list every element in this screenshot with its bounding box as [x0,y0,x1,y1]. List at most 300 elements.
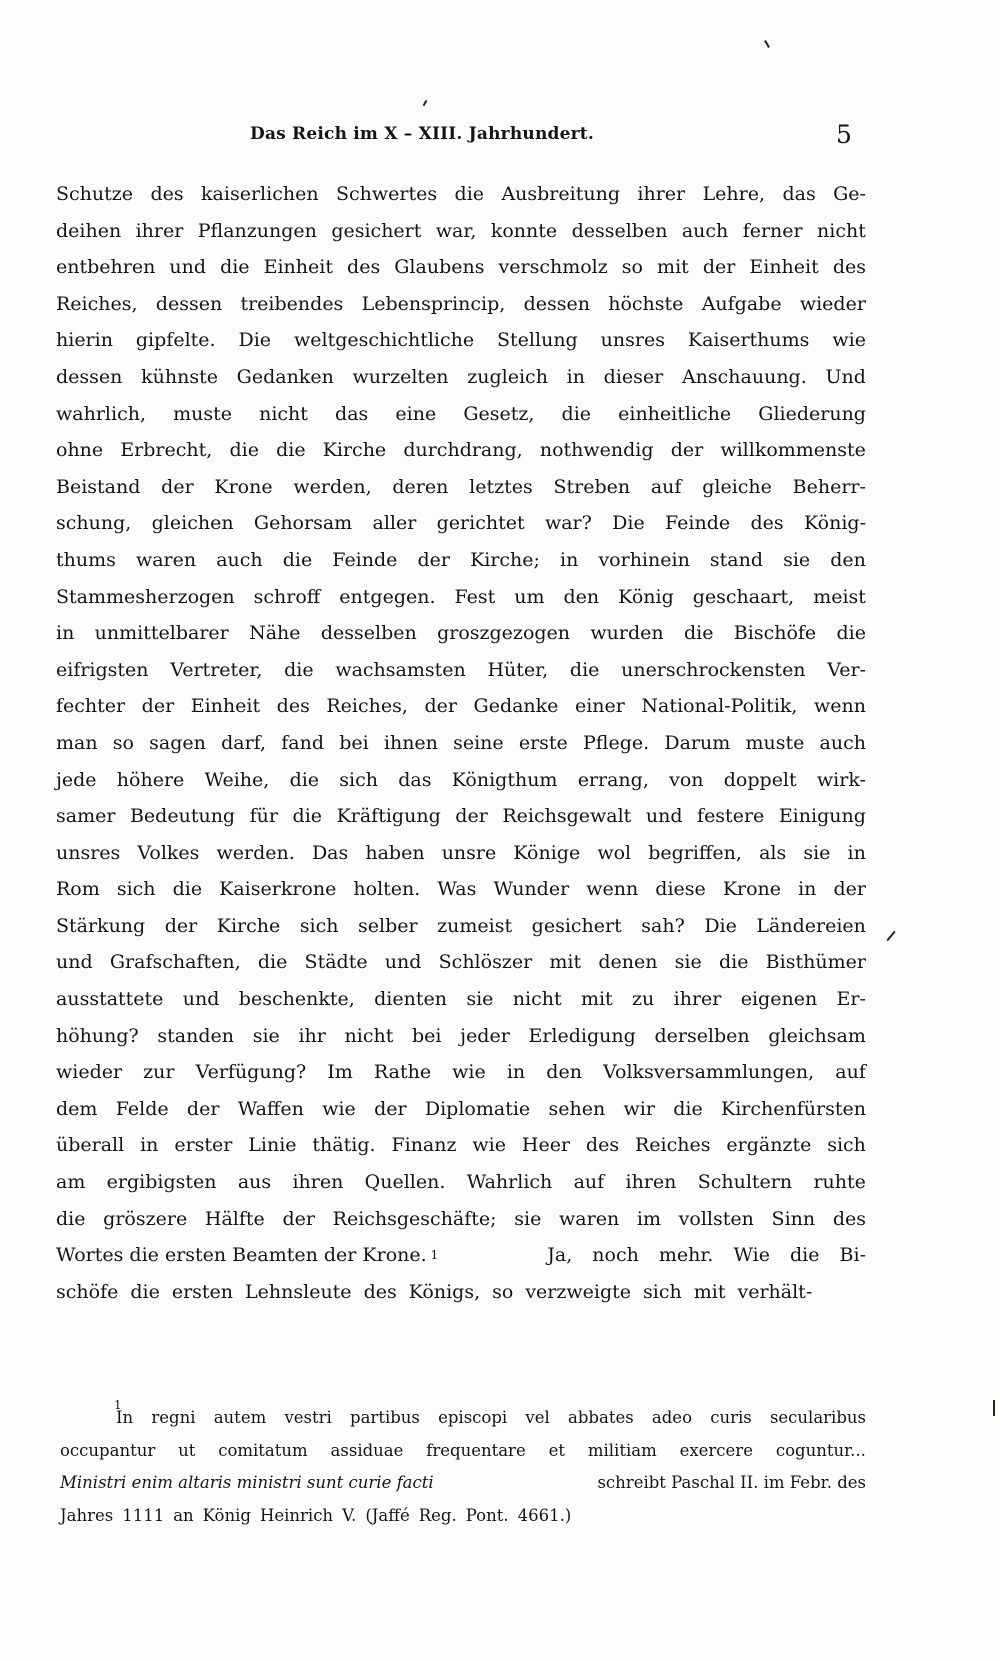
word: den [830,548,866,571]
word: willkommenste [720,439,866,462]
word: der [424,695,457,718]
word: haben [365,841,425,864]
word: Beistand [56,475,141,498]
word: war? [544,512,592,535]
word: das [398,768,432,791]
body-line [56,469,866,506]
word: Fest [454,585,496,608]
word: muste [745,731,805,754]
word: Heinrich [259,1505,334,1525]
word: Stellung [497,329,578,352]
word: auf [573,1171,605,1194]
word: gröszere [103,1207,188,1230]
word: sie [252,1024,280,1047]
word: der [455,805,488,828]
word: Im [327,1061,353,1084]
word: eifrigsten [56,658,149,681]
body-line [56,652,866,689]
word: regni [151,1408,196,1427]
word: der [417,548,450,571]
word: fechter [56,695,126,718]
word: zumeist [437,914,513,937]
scan-speck [423,100,428,106]
body-line [56,359,866,396]
word: man [56,731,98,754]
word: in [798,878,817,901]
word: die [220,256,250,279]
word: meist [813,585,866,608]
word: Diplomatie [424,1097,531,1120]
word: thätig. [312,1134,376,1157]
body-line [56,579,866,616]
word: so [112,731,134,754]
word: die [683,622,714,645]
word: Waffen [237,1097,304,1120]
word: Schultern [697,1171,793,1194]
word: National-Politik, [641,695,798,718]
word: groszgezogen [437,622,571,645]
word: deren [392,475,449,498]
word: durchdrang, [403,439,523,462]
body-line [56,725,866,762]
word: (Jaffé [365,1505,410,1525]
word: den [563,585,600,608]
word: Hüter, [487,658,549,681]
word: Er- [836,988,866,1011]
word: occupantur [60,1440,156,1460]
body-line [56,1164,866,1201]
word: unsre [441,841,497,864]
body-line [56,396,866,433]
word: Lebensprincip, [361,292,506,315]
word: des [150,183,184,205]
page-number: 5 [836,120,852,149]
word: Gliederung [758,402,866,425]
body-line [56,176,866,213]
word: waren [135,548,197,571]
word: stand [709,548,764,571]
word: wurden [590,622,664,645]
word: ergibigsten [106,1171,217,1194]
word: Schlöszer [438,951,533,974]
word: König [202,1505,251,1525]
word: Stammesherzogen [56,585,235,608]
word: Pflanzungen [197,219,317,242]
word: Volksversammlungen, [603,1061,815,1084]
word: Die [612,512,645,535]
word: thums [56,548,116,571]
body-line [56,542,866,579]
word: der [702,256,736,279]
word: das [782,183,816,205]
word: abbates [568,1408,634,1427]
word: die [836,622,866,645]
word: denen [598,951,658,974]
word: Kirchenfürsten [721,1097,866,1120]
word: Feinde [332,548,398,571]
word: des [585,1134,620,1157]
word: Einheit [263,256,333,279]
word: der [141,695,175,718]
word: militiam [587,1440,657,1460]
word: der [164,914,198,937]
word: Felde [115,1097,169,1120]
word: mit [657,256,689,279]
word: ferner [742,219,803,242]
word: wie [452,1061,486,1084]
word: Gedanken [236,365,334,388]
word: die [229,439,259,462]
word: ruhte [813,1171,866,1194]
word: die [284,658,314,681]
word: verhält- [737,1280,813,1303]
word: mit [580,988,613,1011]
body-line [56,1018,866,1055]
word: unsres [56,841,121,864]
word: ihrer [637,183,686,205]
footnote-latin-quote: Ministri enim altaris ministri sunt curie facti [60,1473,434,1492]
word: des [832,256,866,279]
word: überall [56,1134,125,1157]
word: unmittelbarer [94,622,229,645]
word: Ge- [833,183,866,205]
word: ihrer [135,219,184,242]
word: Nähe [249,622,301,645]
word: des [363,1280,397,1303]
word: vel [525,1408,550,1427]
word: der [670,439,704,462]
word: wieder [799,292,866,315]
word: Bisthümer [765,951,866,974]
body-line [56,615,866,652]
word: Krone [214,475,273,498]
word: wirk- [816,768,866,791]
word: des [276,695,310,718]
word: ohne [56,439,104,462]
body-line [56,908,866,945]
word: ihnen [383,731,438,754]
scan-speck [886,931,895,941]
word: der [186,1097,220,1120]
word: letztes [469,475,533,498]
word: die [292,805,323,828]
word: sie [466,988,494,1011]
footnote-line-mixed [60,1467,866,1500]
body-line [56,871,866,908]
word: sehen [548,1097,606,1120]
word: curis [710,1408,752,1427]
word: so [492,1280,514,1303]
word: den [546,1061,582,1084]
word: adeo [651,1408,693,1427]
word: zugleich [467,365,548,388]
word: Finanz [391,1134,457,1157]
word: mit [693,1280,726,1303]
word: comitatum [218,1440,308,1460]
word: frequentare [426,1440,526,1460]
word: Kräftigung [336,805,441,828]
body-line [56,286,866,323]
word: der [374,1097,407,1120]
word: Reiches [634,1134,711,1157]
word: treibendes [240,292,344,315]
word: wie [472,1134,506,1157]
word: einer [574,695,625,718]
word: fand [281,731,325,754]
body-line-end: Ja, noch mehr. Wie die Bi- [547,1244,866,1267]
word: die [282,548,313,571]
word: sie [674,951,702,974]
body-line [56,1054,866,1091]
word: höhung? [56,1024,139,1047]
word: kaiserlichen [201,183,319,205]
word: gesichert [531,914,622,937]
word: nicht [512,988,562,1011]
word: episcopi [438,1408,508,1427]
word: die [257,951,288,974]
word: sich [116,878,156,901]
scan-speck [993,1400,995,1416]
footnote-line [60,1402,866,1435]
word: Verfügung? [195,1061,307,1084]
word: Die [704,914,737,937]
word: in [560,548,579,571]
word: wenn [586,878,639,901]
word: auch [216,548,263,571]
word: Reichsgeschäfte; [332,1207,497,1230]
body-line [56,835,866,872]
word: sagen [149,731,206,754]
word: assiduae [330,1440,404,1460]
word: Lehre, [702,183,766,205]
word: als [759,841,787,864]
word: mit [549,951,582,974]
word: et [548,1440,565,1460]
word: die [561,402,592,425]
body-line-start: Wortes die ersten Beamten der Krone. [56,1244,427,1267]
word: Heer [521,1134,571,1157]
word: Gesetz, [463,402,535,425]
word: am [56,1171,86,1194]
word: dienten [374,988,447,1011]
word: darf, [221,731,267,754]
word: zur [143,1061,175,1084]
word: Einigung [778,805,866,828]
body-line [56,432,866,469]
word: waren [559,1207,620,1230]
word: begriffen, [648,841,742,864]
word: sich [299,914,339,937]
word: war, [435,219,477,242]
word: entgegen. [339,585,436,608]
word: Königthum [451,768,558,791]
word: und [182,988,220,1011]
word: eine [395,402,437,425]
word: Und [825,365,866,388]
word: die [276,439,306,462]
word: deihen [56,219,122,242]
word: Volkes [137,841,200,864]
word: schöfe [56,1280,119,1303]
word: Könige [513,841,581,864]
word: gesichert [331,219,422,242]
word: nicht [817,219,866,242]
word: jede [56,768,97,791]
word: um [514,585,545,608]
word: hierin [56,329,113,352]
word: Reiches, [326,695,408,718]
word: selber [358,914,418,937]
running-head: Das Reich im X – XIII. Jahrhundert. [250,124,594,144]
footnote-line [60,1435,866,1468]
word: Einheit [749,256,819,279]
word: V. [342,1505,357,1525]
word: Krone [722,878,782,901]
word: dessen [56,365,123,388]
body-line [56,505,866,542]
word: Städte [304,951,368,974]
word: der [161,475,194,498]
word: nothwendig [539,439,654,462]
word: dem [56,1097,98,1120]
word: gipfelte. [135,329,216,352]
word: auf [835,1061,866,1084]
word: von [669,768,704,791]
word: ihrer [673,988,722,1011]
word: die [673,1097,703,1120]
word: ut [178,1440,196,1460]
footnote-reference[interactable]: 1 [430,1248,439,1263]
word: Darum [664,731,731,754]
word: festere [697,805,765,828]
word: vollsten [678,1207,754,1230]
word: sah? [641,914,685,937]
word: seine [453,731,504,754]
word: aus [237,1171,272,1194]
word: die [454,183,485,205]
word: Einheit [190,695,261,718]
word: nicht [344,1024,394,1047]
word: In [116,1408,134,1427]
word: Linie [248,1134,297,1157]
word: partibus [350,1408,420,1427]
word: vestri [284,1408,332,1427]
word: Kirche [322,439,387,462]
word: die [569,658,600,681]
word: doppelt [723,768,797,791]
word: wie [322,1097,356,1120]
word: errang, [577,768,649,791]
word: Reiches, [56,292,138,315]
body-line [56,213,866,250]
word: ihr [298,1024,326,1047]
body-line [56,1091,866,1128]
word: verschmolz [498,256,608,279]
scan-speck [764,40,770,48]
body-line [56,1274,866,1311]
word: konnte [490,219,558,242]
body-line [56,1201,866,1238]
word: Anschauung. [681,365,807,388]
word: unerschrockensten [621,658,806,681]
word: und [56,951,93,974]
footnote-citation: schreibt Paschal II. im Febr. des [597,1473,866,1492]
word: holten. [353,878,421,901]
word: des [750,512,784,535]
word: vorhinein [598,548,690,571]
word: ihren [625,1171,677,1194]
word: Hälfte [204,1207,265,1230]
word: eigenen [740,988,818,1011]
word: dieser [603,365,664,388]
word: Lehnsleute [245,1280,352,1303]
word: Aufgabe [701,292,782,315]
word: die [56,1207,86,1230]
word: nicht [259,402,308,425]
word: ihren [292,1171,344,1194]
word: Pflege. [583,731,650,754]
word: sich [827,1134,866,1157]
word: Erledigung [528,1024,636,1047]
word: die [172,878,203,901]
word: Kaiserthums [687,329,810,352]
word: höchste [608,292,684,315]
word: autem [213,1408,267,1427]
word: des [347,256,381,279]
body-line [56,944,866,981]
word: exercere [679,1440,753,1460]
word: Feinde [665,512,731,535]
word: Reichsgewalt [502,805,632,828]
word: Vertreter, [170,658,263,681]
word: sich [339,768,378,791]
word: und [169,256,207,279]
word: auch [819,731,866,754]
word: in [506,1061,526,1084]
word: Wahrlich [466,1171,553,1194]
word: schroff [253,585,321,608]
word: Jahres [60,1505,114,1525]
word: ergänzte [726,1134,812,1157]
word: sie [783,548,811,571]
word: an [173,1505,194,1525]
word: bei [339,731,369,754]
word: Ausbreitung [501,183,620,205]
word: desselben [571,219,668,242]
word: weltgeschichtliche [293,329,475,352]
word: Wunder [493,878,570,901]
word: verzweigte [525,1280,632,1303]
body-line [56,322,866,359]
word: Was [437,878,477,901]
word: 4661.) [517,1505,572,1525]
word: jeder [460,1024,510,1047]
word: wie [832,329,866,352]
word: wol [597,841,632,864]
word: werden. [216,841,295,864]
word: sie [514,1207,542,1230]
footnote-line [60,1500,866,1533]
word: muste [173,402,232,425]
body-line-with-footnote-ref [56,1237,866,1274]
word: zu [632,988,655,1011]
word: wieder [56,1061,123,1084]
body-line [56,981,866,1018]
body-line [56,762,866,799]
word: Streben [553,475,631,498]
body-line [56,249,866,286]
word: wurzelten [352,365,449,388]
